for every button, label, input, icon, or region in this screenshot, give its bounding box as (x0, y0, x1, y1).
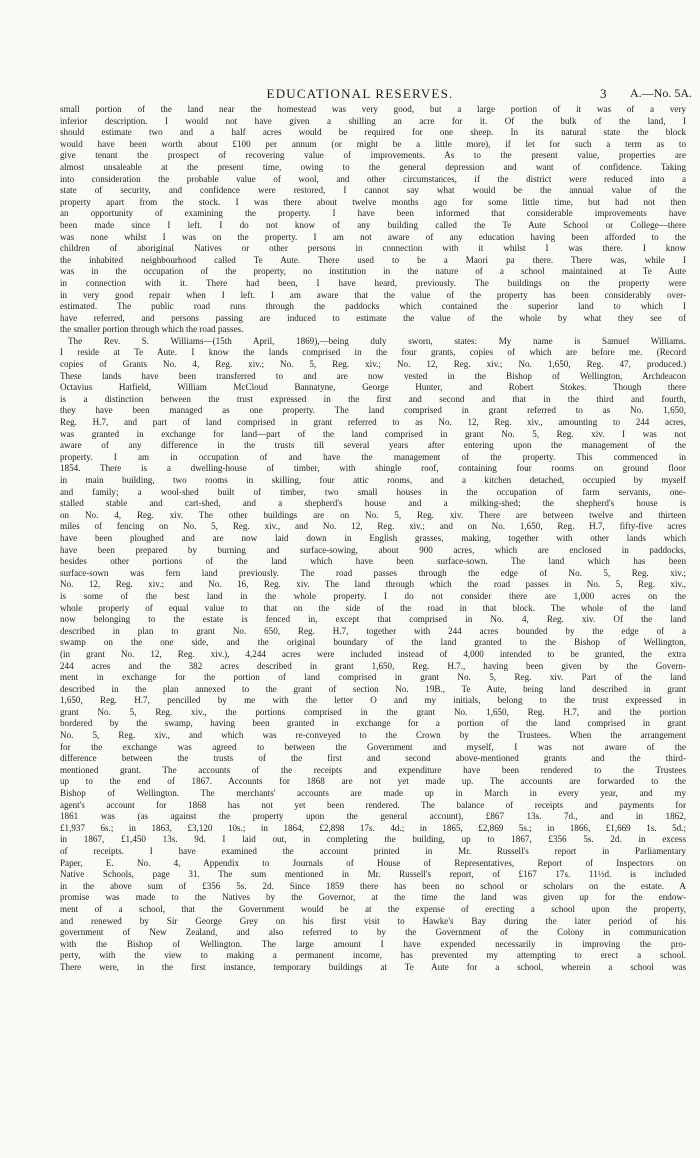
text-line: in connection with it. There had been, I have heard, previously. The buildings on the property were (60, 277, 686, 288)
page-number: 3 (600, 86, 607, 101)
text-line: state of security, and confidence were restored, I cannot say what would be the annual value of the (60, 185, 686, 196)
text-line: aware of any difference in the trusts till several years after entering upon the management of the (60, 440, 686, 451)
text-line: described in the plan annexed to the grant of section No. 19B., Te Aute, being land described in grant (60, 683, 686, 694)
text-line: agent's account for 1868 has not yet been rendered. The balance of receipts and payments for (60, 799, 686, 810)
text-line: have been prepared by burning and surface-sowing, about 900 acres, which are enclosed in paddocks, (60, 544, 686, 555)
text-line: miles of fencing on No. 5, Reg. xiv., and No. 12, Reg. xiv.; and on No. 1,650, Reg. H.7, fifty-five acres (60, 521, 686, 532)
text-line: property apart from the stock. I was there about twelve months ago for some little time, but had not then (60, 196, 686, 207)
text-line: bordered by the swamp, having been granted in exchange for a portion of the land comprised in grant (60, 718, 686, 729)
text-line: No. 5, Reg. xiv., and which was re-conveyed to the Crown by the Trustees. When the arrangement (60, 730, 686, 741)
text-line: on No. 4, Reg. xiv. The other buildings are on No. 5, Reg. xiv. There are between twelve and thirteen (60, 509, 686, 520)
text-line: (in grant No. 12, Reg. xiv.), 4,244 acres were included instead of 4,000 intended to be granted, the extra (60, 648, 686, 659)
text-line: with the Bishop of Wellington. The large amount I have expended necessarily in improving the pro- (60, 938, 686, 949)
text-line: ment of a school, that the Government would be at the expense of erecting a school upon the property, (60, 903, 686, 914)
body-text (60, 104, 686, 974)
text-line: mentioned grant. The accounts of the receipts and expenditure have been rendered to the Trustees (60, 764, 686, 775)
text-line: swamp on the one side, and the original boundary of the land granted to the Bishop of Wellington, (60, 637, 686, 648)
text-line: described in plan to grant No. 650, Reg. H.7, together with 244 acres bounded by the edge of a (60, 625, 686, 636)
text-line: No. 12, Reg. xiv.; and No. 16, Reg. xiv. The land through which the road passes in No. 5, Reg. xiv., (60, 579, 686, 590)
text-line: was in the occupation of the property, no institution in the nature of a school maintained at Te Aute (60, 266, 686, 277)
page-header (60, 86, 692, 102)
text-line: in 1867, £1,450 13s. 9d. I laid out, in completing the building, up to 1867, £356 5s. 2d. in excess (60, 834, 686, 845)
text-line: been made since I left. I do not know of any building called the Te Aute School or College—there (60, 219, 686, 230)
text-line: grant No. 5, Reg. xiv., the portions comprised in the grant No. 1,650, Reg. H.7, and the portion (60, 706, 686, 717)
text-line: almost unsaleable at the present time, owing to the general depression and want of confidence. Taking (60, 161, 686, 172)
paper-reference: A.—No. 5A. (630, 86, 692, 100)
text-line: give tenant the prospect of recovering value of improvements. As to the present value, properties are (60, 150, 686, 161)
text-line: surface-sown was fern land previously. The road passes through the edge of No. 5, Reg. xiv.; (60, 567, 686, 578)
text-line: and family; a wool-shed built of timber, two small houses in the occupation of farm servants, one- (60, 486, 686, 497)
text-line: government of New Zealand, and also referred to by the Government of the Colony in communication (60, 927, 686, 938)
text-line: the inhabited neighbourhood called Te Aute. There used to be a Maori pa there. There was, while I (60, 254, 686, 265)
text-line: ment in exchange for the portion of land comprised in grant No. 5, Reg. xiv. Part of the land (60, 672, 686, 683)
text-line: 1861 was (as against the property upon the general account), £867 13s. 7d., and in 1862, (60, 811, 686, 822)
text-line: in main building, two rooms in skilling, four attic rooms, and a kitchen detached, occupied by myself (60, 475, 686, 485)
text-line: 1854. There is a dwelling-house of timber, with shingle roof, containing four rooms on ground floor (60, 463, 686, 474)
text-line: the smaller portion through which the road passes. (60, 324, 244, 335)
text-line: have referred, and persons passing are induced to estimate the value of the whole by what they see of (60, 312, 686, 323)
running-title: EDUCATIONAL RESERVES. (266, 86, 454, 101)
text-line: was granted in exchange for land—part of the land comprised in grant No. 5, Reg. xiv. I was not (60, 428, 686, 439)
text-line: an opportunity of examining the property. I have been informed that considerable improvements have (60, 208, 686, 219)
text-line: estimated. The public road runs through the paddocks which contained the superior land to which I (60, 301, 686, 312)
text-line: whole property of equal value to that on the side of the road in that block. The whole of the land (60, 602, 686, 613)
text-line: I reside at Te Aute. I know the lands comprised in the four grants, copies of which are before me. (Record (60, 347, 686, 358)
text-line: of receipts. I have examined the account printed in Mr. Russell's report in Parliamentary (60, 846, 686, 856)
text-line: These lands have been transferred to and are now vested in the Bishop of Wellington, Archdeacon (60, 370, 686, 381)
text-line: into consideration the probable value of wool, and other circumstances, if the district were reduced into a (60, 173, 686, 184)
text-line: Native Schools, page 31. The sum mentioned in Mr. Russell's report, of £167 17s. 11½d. is included (60, 869, 686, 880)
text-line: inferior description. I would not have given a shilling an acre for it. Of the bulk of the land, I (60, 115, 686, 126)
text-line: property. I am in occupation of and have the management of the property. This commenced in (60, 451, 686, 462)
text-line: now belonging to the estate is fenced in, except that comprised in No. 4, Reg. xiv. Of the land (60, 614, 686, 625)
text-line: is a distinction between the trust expressed in the first and second and that in the third and fourth, (60, 393, 686, 404)
text-line: up to the end of 1867. Accounts for 1868 are not yet made up. The accounts are forwarded to the (60, 776, 686, 787)
text-line: Octavius Hatfield, William McCloud Bannatyne, George Hunter, and Robert Stokes. Though there (60, 382, 686, 393)
text-line: copies of Grants No. 4, Reg. xiv.; No. 5, Reg. xiv.; No. 12, Reg. xiv.; No. 1,650, Reg. 47, produced.) (60, 359, 686, 370)
text-line: There were, in the first instance, temporary buildings at Te Aute for a school, wherein a school was (60, 961, 686, 972)
text-line: in very good repair when I left. I am aware that the value of the property has been considerably over- (60, 289, 686, 300)
text-line: 1,650, Reg. H.7, pencilled by me with the letter O and my initials, belong to the trust expressed in (60, 695, 686, 706)
text-line: promise was made to the Natives by the Governor, at the time the land was given up for the endow- (60, 892, 686, 903)
text-line: they have been managed as one property. The land comprised in grant referred to as No. 1,650, (60, 405, 686, 416)
text-line: is some of the best land in the whole property. I do not consider there are 1,000 acres on the (60, 590, 686, 601)
text-line: Reg. H.7, and part of land comprised in grant referred to as No. 12, Reg. xiv., amounting to 244 acres, (60, 417, 686, 428)
text-line: should estimate two and a half acres would be required for one sheep. In its natural state the block (60, 127, 686, 138)
text-line: besides other portions of the land which have been surface-sown. The land which has been (60, 556, 686, 567)
text-line: perty, with the view to making a permanent income, has prevented my attempting to erect a school. (60, 950, 686, 961)
text-line: Bishop of Wellington. The merchants' accounts are made up in March in every year, and my (60, 788, 686, 799)
text-line: small portion of the land near the homestead was very good, but a large portion of it was of a very (60, 104, 686, 114)
text-line: 244 acres and the 382 acres described in grant 1,650, Reg. H.7., having been given by the Govern- (60, 660, 686, 671)
text-line: £1,937 6s.; in 1863, £3,120 10s.; in 1864, £2,898 17s. 4d.; in 1865, £2,869 5s.; in 1866, £1,669 1s. 5d.; (60, 822, 686, 833)
text-line: was none whilst I was on the property. I am not aware of any education having been afforded to the (60, 231, 686, 242)
text-line: stalled stable and cart-shed, and a shepherd's house and a milking-shed; the shepherd's house is (60, 498, 686, 509)
text-line: in the above sum of £356 5s. 2d. Since 1859 there has been no school or scholars on the estate. A (60, 880, 686, 891)
text-line: children of aboriginal Natives or other persons in connection with it whilst I was there. I know (60, 243, 686, 254)
text-line: would have been worth about £100 per annum (or might be a little more), if let for such a term as to (60, 138, 686, 149)
text-line: for the exchange was agreed to between the Government and myself, I was not aware of the (60, 741, 686, 752)
text-line: Paper, E. No. 4, Appendix to Journals of House of Representatives, Report of Inspectors on (60, 857, 686, 868)
text-line: and renewed by Sir George Grey on his first visit to Hawke's Bay during the later period of his (60, 915, 686, 926)
text-line: The Rev. S. Williams—(15th April, 1869),—being duly sworn, states: My name is Samuel Williams. (68, 335, 686, 346)
text-line: difference between the trusts of the first and second above-mentioned grants and the third- (60, 753, 686, 764)
text-line: have been ploughed and are now laid down in English grasses, making, together with other lands which (60, 532, 686, 543)
